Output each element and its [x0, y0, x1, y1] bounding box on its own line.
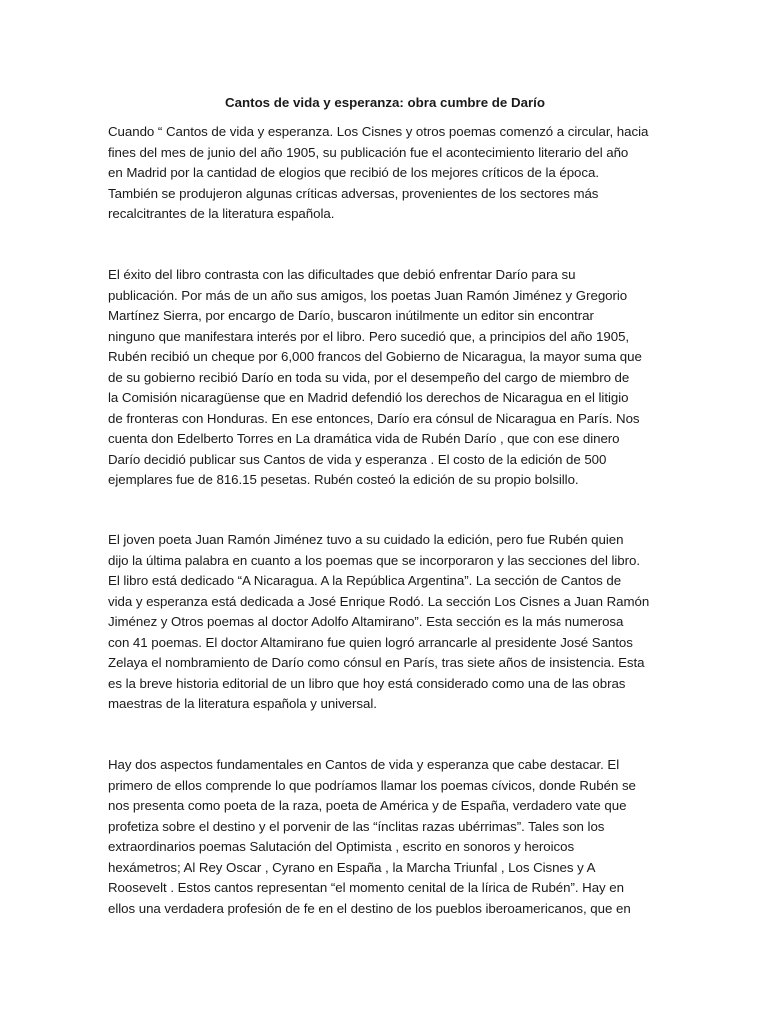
text-line: El éxito del libro contrasta con las dificultades que debió enfrentar Darío para su — [108, 267, 576, 282]
text-line: Martínez Sierra, por encargo de Darío, buscaron inútilmente un editor sin encontrar — [108, 308, 594, 323]
text-line: de fronteras con Honduras. En ese entonces, Darío era cónsul de Nicaragua en París. Nos — [108, 410, 640, 426]
text-line: la Comisión nicaragüense que en Madrid defendió los derechos de Nicaragua en el litigio — [108, 390, 629, 405]
text-line: publicación. Por más de un año sus amigos, los poetas Juan Ramón Jiménez y Gregorio — [108, 287, 628, 303]
text-line: Cuando “ Cantos de vida y esperanza. Los Cisnes y otros poemas comenzó a circular, hacia — [108, 124, 649, 139]
text-line: dijo la última palabra en cuanto a los poemas que se incorporaron y las secciones del libro. — [108, 552, 641, 568]
document-title: Cantos de vida y esperanza: obra cumbre de Darío — [225, 95, 545, 110]
text-line: nos presenta como poeta de la raza, poeta de América y de España, verdadero vate que — [108, 798, 627, 813]
text-line: ellos una verdadera profesión de fe en el destino de los pueblos iberoamericanos, que en — [108, 900, 631, 916]
text-line: vida y esperanza está dedicada a José Enrique Rodó. La sección Los Cisnes a Juan Ramón — [108, 593, 650, 609]
text-line: Rubén recibió un cheque por 6,000 francos del Gobierno de Nicaragua, la mayor suma que — [108, 349, 642, 364]
text-line: El libro está dedicado “A Nicaragua. A la República Argentina”. La sección de Cantos de — [108, 573, 622, 588]
paragraph-4 — [108, 755, 664, 919]
paragraph-2 — [108, 265, 664, 491]
text-line: El joven poeta Juan Ramón Jiménez tuvo a su cuidado la edición, pero fue Rubén quien — [108, 532, 624, 547]
text-line: hexámetros; Al Rey Oscar , Cyrano en España , la Marcha Triunfal , Los Cisnes y A — [108, 859, 596, 875]
text-line: recalcitrantes de la literatura española. — [108, 206, 335, 221]
text-line: Roosevelt . Estos cantos representan “el momento cenital de la lírica de Rubén”. Hay en — [108, 880, 624, 895]
text-line: cuenta don Edelberto Torres en La dramática vida de Rubén Darío , que con ese dinero — [108, 431, 620, 446]
paragraph-3 — [108, 530, 664, 715]
text-line: También se produjeron algunas críticas adversas, provenientes de los sectores más — [108, 185, 599, 201]
text-line: Jiménez y Otros poemas al doctor Adolfo Altamirano”. Esta sección es la más numerosa — [108, 614, 624, 629]
text-line: ejemplares fue de 816.15 pesetas. Rubén costeó la edición de su propio bolsillo. — [108, 472, 579, 487]
text-line: extraordinarios poemas Salutación del Optimista , escrito en sonoros y heroicos — [108, 839, 575, 854]
text-line: con 41 poemas. El doctor Altamirano fue quien logró arrancarle al presidente José Santos — [108, 634, 633, 650]
text-line: en Madrid por la cantidad de elogios que recibió de los mejores críticos de la época. — [108, 165, 599, 180]
text-line: Hay dos aspectos fundamentales en Cantos de vida y esperanza que cabe destacar. El — [108, 757, 620, 772]
text-line: de su gobierno recibió Darío en toda su vida, por el desempeño del cargo de miembro de — [108, 369, 630, 385]
paragraph-1 — [108, 122, 664, 225]
text-line: primero de ellos comprende lo que podríamos llamar los poemas cívicos, donde Rubén se — [108, 777, 636, 793]
text-line: fines del mes de junio del año 1905, su publicación fue el acontecimiento literario del año — [108, 144, 629, 160]
text-line: es la breve historia editorial de un libro que hoy está considerado como una de las obras — [108, 675, 626, 691]
text-line: profetiza sobre el destino y el porvenir de las “ínclitas razas ubérrimas”. Tales son los — [108, 818, 605, 834]
text-line: Darío decidió publicar sus Cantos de vida y esperanza . El costo de la edición de 500 — [108, 451, 607, 467]
text-line: Zelaya el nombramiento de Darío como cónsul en París, tras siete años de insistencia. Esta — [108, 655, 645, 670]
text-line: ninguno que manifestara interés por el libro. Pero sucedió que, a principios del año 1905, — [108, 328, 630, 344]
text-line: maestras de la literatura española y universal. — [108, 696, 377, 711]
